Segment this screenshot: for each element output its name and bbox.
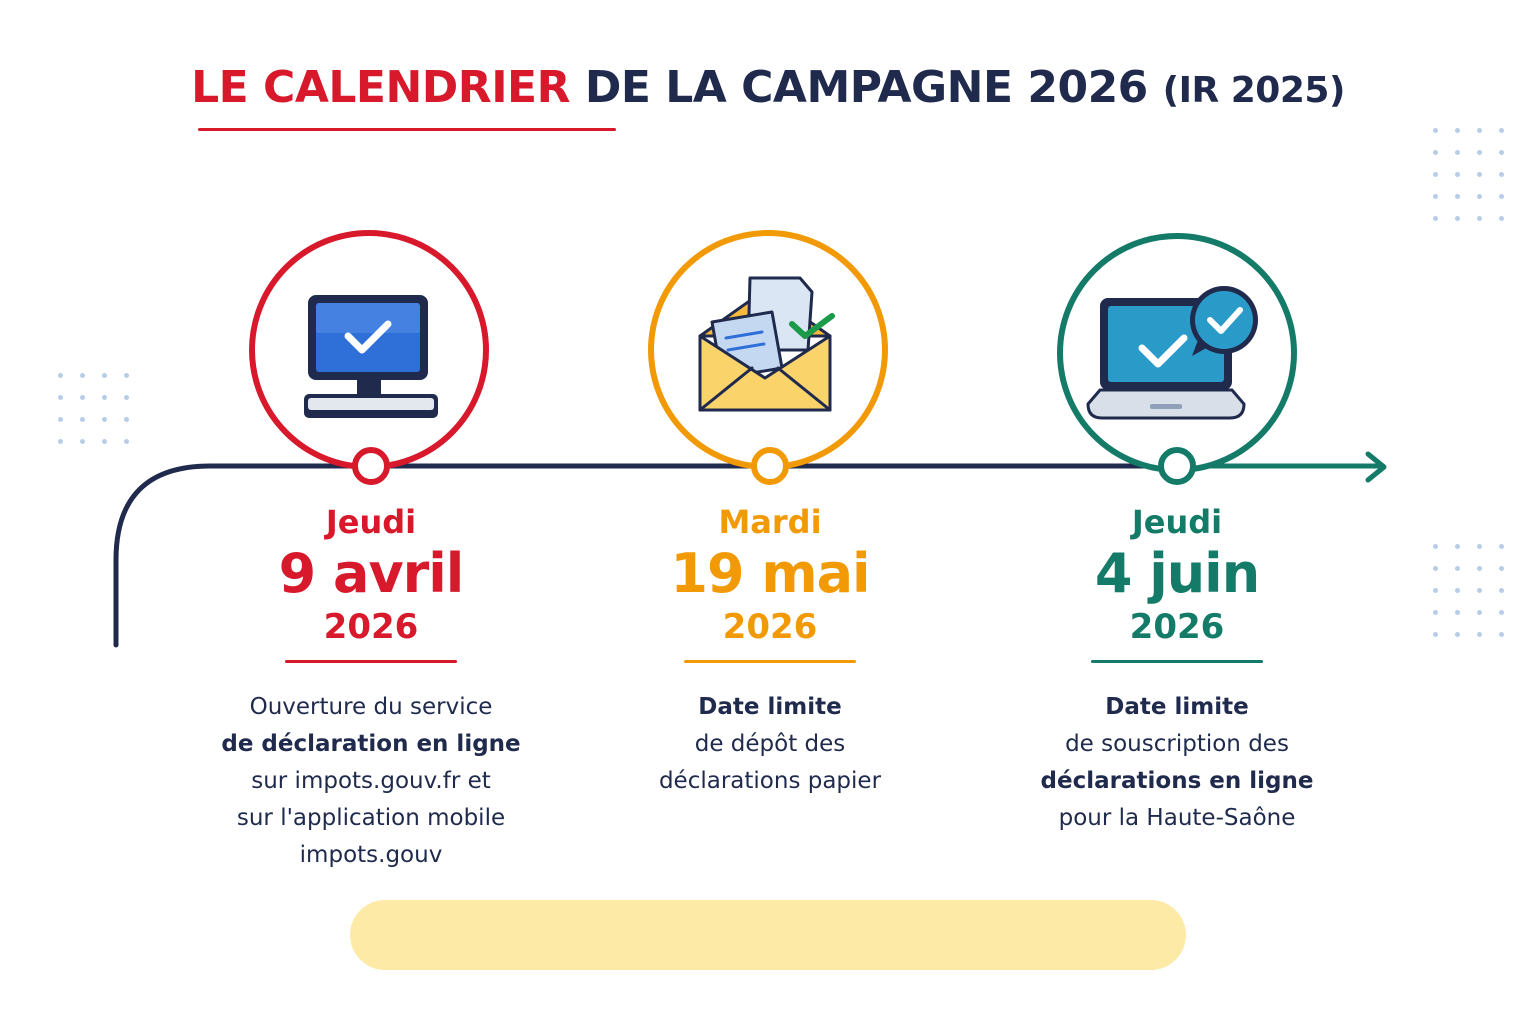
milestone-day: Jeudi [325,503,417,541]
milestone-divider [285,660,457,663]
title-highlight: LE CALENDRIER [191,62,570,113]
milestone-3 [967,500,1387,837]
milestone-description [161,689,581,874]
desktop-computer-check-icon [304,295,438,418]
description-line: sur l'application mobile [236,805,506,831]
milestone-1 [161,500,581,874]
description-bold-line: déclarations en ligne [1040,768,1314,794]
milestone-description [967,689,1387,837]
description-line: impots.gouv [299,842,443,868]
milestone-year: 2026 [1129,607,1225,647]
milestone-day: Mardi [718,503,822,541]
milestone-description [560,689,980,800]
milestone-day: Jeudi [1131,503,1223,541]
highlight-banner [350,900,1186,970]
title-subtitle: (IR 2025) [1162,70,1345,111]
milestone-year: 2026 [722,607,818,647]
laptop-check-bubble-icon [1088,286,1258,418]
milestone-date: 4 juin [1094,542,1260,605]
milestone-2 [560,500,980,800]
description-line: déclarations papier [658,768,882,794]
milestone-date: 19 mai [670,542,870,605]
milestone-divider [684,660,856,663]
description-bold-line: de déclaration en ligne [221,731,521,757]
description-line: sur impots.gouv.fr et [251,768,491,794]
description-bold-line: Date limite [698,694,842,720]
description-line: pour la Haute-Saône [1058,805,1296,831]
description-line: de souscription des [1065,731,1289,757]
description-line: de dépôt des [694,731,846,757]
milestone-divider [1091,660,1263,663]
milestone-date: 9 avril [278,542,464,605]
milestone-year: 2026 [323,607,419,647]
description-line: Ouverture du service [249,694,493,720]
title-main: DE LA CAMPAGNE 2026 [584,62,1148,113]
description-bold-line: Date limite [1105,694,1249,720]
